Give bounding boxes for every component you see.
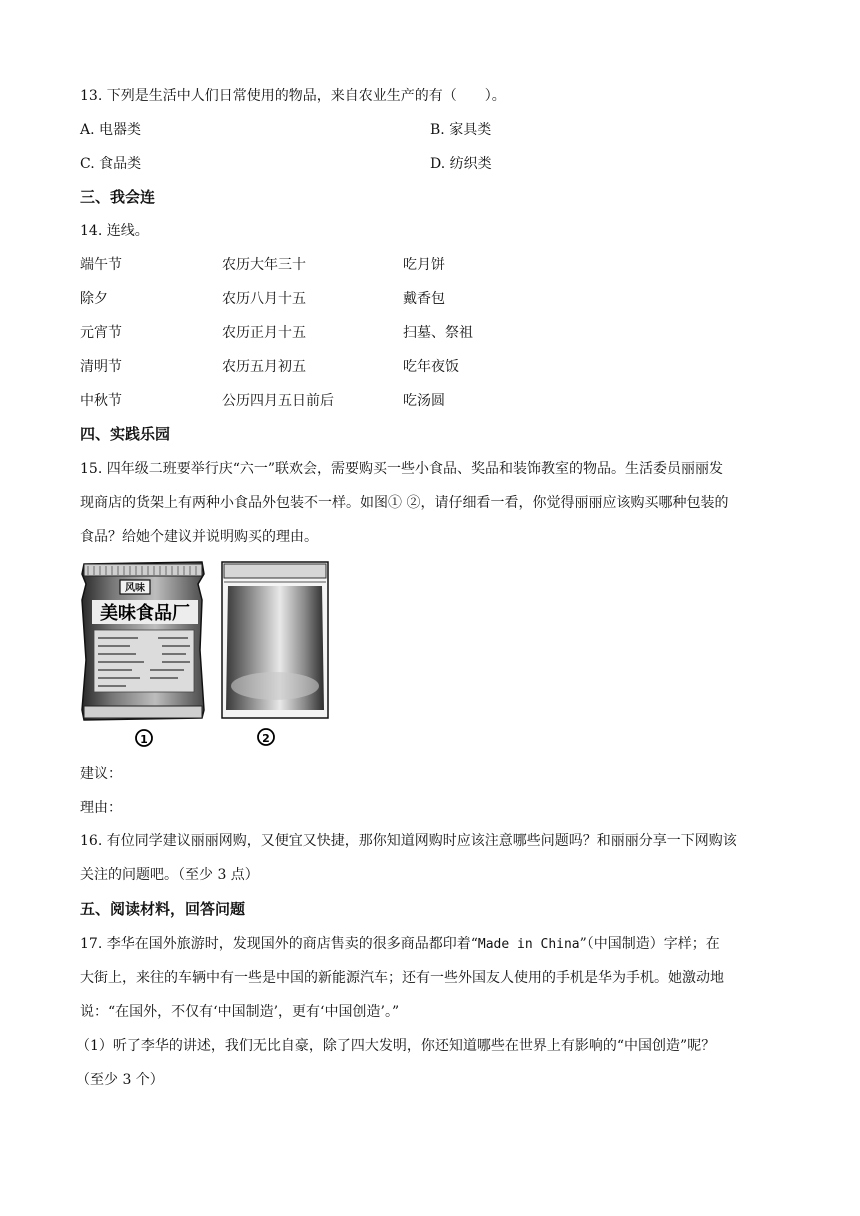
question-17-line: 说：“在国外，不仅有‘中国制造’，更有‘中国创造’。” xyxy=(80,1004,400,1020)
question-17-sub1: （至少 3 个） xyxy=(76,1072,164,1088)
section-heading-5: 五、阅读材料，回答问题 xyxy=(80,900,246,918)
reason-label: 理由： xyxy=(80,800,122,816)
question-16-line: 关注的问题吧。（至少 3 点） xyxy=(80,867,259,883)
package-2 xyxy=(222,562,328,718)
festival-custom: 扫墓、祭祖 xyxy=(403,325,473,341)
festival-name: 中秋节 xyxy=(80,393,122,409)
question-14-stem: 14. 连线。 xyxy=(80,223,149,239)
festival-custom: 吃汤圆 xyxy=(403,393,445,409)
question-17-line xyxy=(80,937,720,951)
option-d: D. 纺织类 xyxy=(430,156,492,172)
question-17-text-b: ”（中国制造）字样；在 xyxy=(579,936,720,952)
package-1-logo: 风味 xyxy=(125,583,145,594)
package-1 xyxy=(82,562,204,720)
made-in-china-text: Made in China xyxy=(477,937,580,952)
festival-name: 元宵节 xyxy=(80,325,122,341)
question-13-stem: 13. 下列是生活中人们日常使用的物品，来自农业生产的有（ ）。 xyxy=(80,88,506,104)
festival-custom: 吃月饼 xyxy=(403,257,445,273)
question-15-line: 15. 四年级二班要举行庆“六一”联欢会，需要购买一些小食品、奖品和装饰教室的物品。生活委员丽丽发 xyxy=(80,461,724,477)
festival-date: 农历大年三十 xyxy=(222,257,306,273)
suggestion-label: 建议： xyxy=(80,766,122,782)
festival-name: 清明节 xyxy=(80,359,122,375)
section-heading-4: 四、实践乐园 xyxy=(80,425,171,443)
question-16-line: 16. 有位同学建议丽丽网购，又便宜又快捷，那你知道网购时应该注意哪些问题吗？和丽丽分享一下网购该 xyxy=(80,833,737,849)
option-a: A. 电器类 xyxy=(80,122,142,138)
festival-date: 公历四月五日前后 xyxy=(222,393,334,409)
package-illustration xyxy=(78,560,340,754)
festival-date: 农历八月十五 xyxy=(222,291,306,307)
question-15-line: 食品？给她个建议并说明购买的理由。 xyxy=(80,529,318,545)
package-1-brand: 美味食品厂 xyxy=(100,603,190,624)
festival-name: 端午节 xyxy=(80,257,122,273)
question-17-text-a: 17. 李华在国外旅游时，发现国外的商店售卖的很多商品都印着“ xyxy=(80,936,478,952)
question-17-sub1: （1）听了李华的讲述，我们无比自豪，除了四大发明，你还知道哪些在世界上有影响的“中国创造”呢？ xyxy=(76,1038,716,1054)
package-drawing xyxy=(78,560,340,754)
festival-custom: 戴香包 xyxy=(403,291,445,307)
svg-text:1: 1 xyxy=(140,733,148,746)
option-c: C. 食品类 xyxy=(80,156,142,172)
festival-date: 农历正月十五 xyxy=(222,325,306,341)
festival-custom: 吃年夜饭 xyxy=(403,359,459,375)
festival-date: 农历五月初五 xyxy=(222,359,306,375)
festival-name: 除夕 xyxy=(80,291,108,307)
option-b: B. 家具类 xyxy=(430,122,492,138)
question-17-line: 大街上，来往的车辆中有一些是中国的新能源汽车；还有一些外国友人使用的手机是华为手机。她激动地 xyxy=(80,970,724,986)
section-heading-3: 三、我会连 xyxy=(80,188,156,206)
svg-text:2: 2 xyxy=(262,732,270,745)
question-15-line: 现商店的货架上有两种小食品外包装不一样。如图① ②，请仔细看一看，你觉得丽丽应该购买哪种包装的 xyxy=(80,495,729,511)
package-labels xyxy=(136,729,274,746)
